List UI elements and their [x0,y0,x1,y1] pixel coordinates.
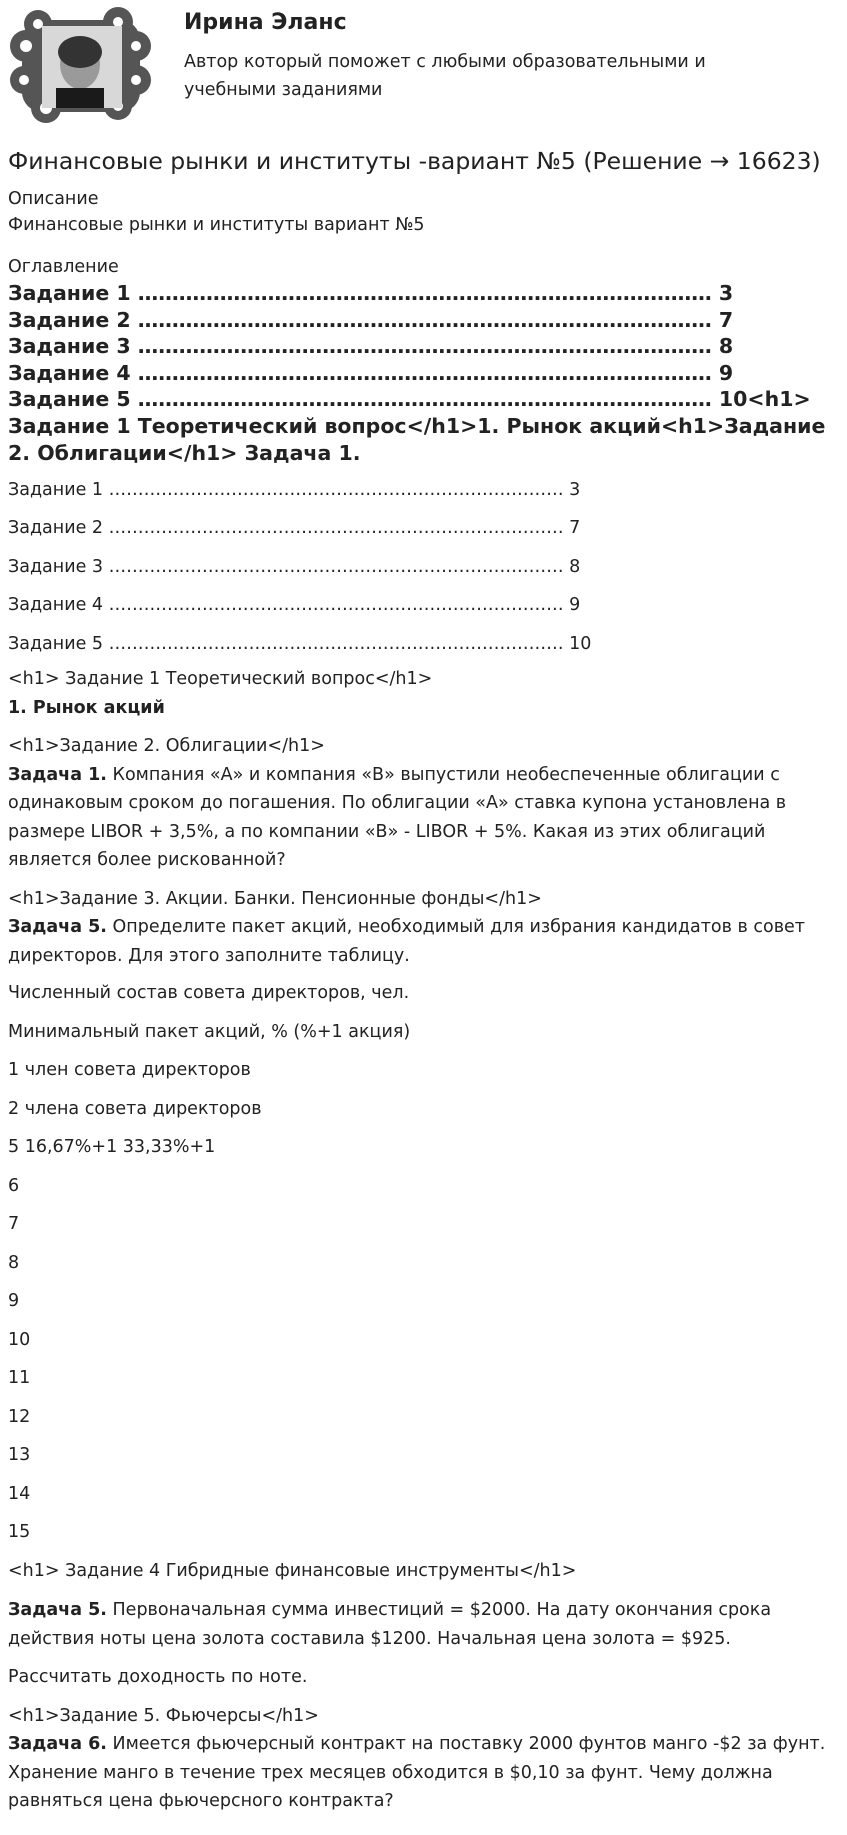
table-row: Минимальный пакет акций, % (%+1 акция) [8,1021,411,1042]
table-row: 13 [8,1445,31,1465]
table-row: 14 [8,1483,31,1504]
toc-bold [8,280,838,413]
task1-label: Задача 1. [8,764,107,785]
table-row: 11 [8,1368,31,1388]
table-row: 5 16,67%+1 33,33%+1 [8,1137,216,1157]
market-heading-text: 1. Рынок акций [8,697,165,718]
page-title: Финансовые рынки и институты -вариант №5 (Решение → 16623) [8,147,821,175]
toc-plain [8,471,838,664]
description-label: Описание [8,189,99,209]
task5b-label: Задача 5. [8,1600,107,1620]
author-avatar [8,6,154,124]
calc-text: Рассчитать доходность по ноте. [8,1667,308,1687]
task6-text: Имеется фьючерсный контракт на поставку 2000 фунтов манго -$2 за фунт. Хранение манго в течение трех месяцев обходится в $0,10 за фунт. Чему должна равняться цена фьючерсного контракта? [8,1734,826,1811]
toc-plain-item: Задание 3 …………………………………………………………………… 8 [8,556,581,577]
task1-text: Компания «А» и компания «В» выпустили необеспеченные облигации с одинаковым сроком до погашения. По облигации «А» ставка купона установлена в размере LIBOR + 3,5%, а по компании «В» - LIBOR + 5%. Какая из этих облигаций является более рискованной? [8,764,787,870]
description-text: Финансовые рынки и институты вариант №5 [8,215,425,235]
task5-paragraph [8,913,838,970]
toc-plain-item: Задание 4 …………………………………………………………………… 9 [8,595,581,615]
task5b-paragraph [8,1596,838,1653]
table-as-text [8,974,838,1590]
document [8,0,838,1816]
author-card [8,0,838,130]
toc-label: Оглавление [8,257,119,277]
toc-bold-item: Задание 4 ………………………………………………………………………… 9 [8,360,734,385]
table-row: 7 [8,1214,20,1234]
table-row: 10 [8,1329,31,1350]
task1-paragraph [8,761,838,875]
table-row: 15 [8,1522,31,1542]
toc-plain-item: Задание 5 …………………………………………………………………… 10 [8,633,592,654]
toc-plain-item: Задание 1 …………………………………………………………………… 3 [8,479,581,500]
bold-heading-run: Задание 1 Теоретический вопрос</h1>1. Рынок акций<h1>Задание 2. Облигации</h1> Задача 1. [8,413,826,465]
table-row: 12 [8,1406,31,1427]
section-heading-task3: <h1>Задание 3. Акции. Банки. Пенсионные фонды</h1> [8,888,542,909]
task6-paragraph [8,1730,838,1816]
table-row: 2 члена совета директоров [8,1098,262,1119]
toc-plain-item: Задание 2 …………………………………………………………………… 7 [8,518,581,538]
market-heading [8,694,838,723]
toc-bold-item: Задание 5 ………………………………………………………………………… 10<h1> [8,387,811,411]
author-name: Ирина Эланс [184,10,347,35]
toc-bold-item: Задание 1 ………………………………………………………………………… 3 [8,281,734,305]
section-heading-task2: <h1>Задание 2. Облигации</h1> [8,736,325,756]
task6-label: Задача 6. [8,1734,107,1754]
author-description: Автор который поможет с любыми образовательными и учебными заданиями [184,52,706,100]
section-heading-task4: <h1> Задание 4 Гибридные финансовые инструменты</h1> [8,1560,577,1581]
task5-text: Определите пакет акций, необходимый для избрания кандидатов в совет директоров. Для этого заполните таблицу. [8,917,805,966]
table-row: Численный состав совета директоров, чел. [8,983,410,1003]
toc-bold-item: Задание 3 ………………………………………………………………………… 8 [8,334,734,358]
task5b-text: Первоначальная сумма инвестиций = $2000. На дату окончания срока действия ноты цена золота составила $1200. Начальная цена золота = $925. [8,1600,772,1649]
table-row: 6 [8,1175,20,1196]
section-heading-task5: <h1>Задание 5. Фьючерсы</h1> [8,1705,319,1726]
toc-bold-item: Задание 2 ………………………………………………………………………… 7 [8,307,734,332]
table-row: 9 [8,1291,20,1311]
table-row: 1 член совета директоров [8,1060,251,1080]
table-row: 8 [8,1252,20,1273]
task5-label: Задача 5. [8,917,107,937]
section-heading-task1: <h1> Задание 1 Теоретический вопрос</h1> [8,669,433,689]
